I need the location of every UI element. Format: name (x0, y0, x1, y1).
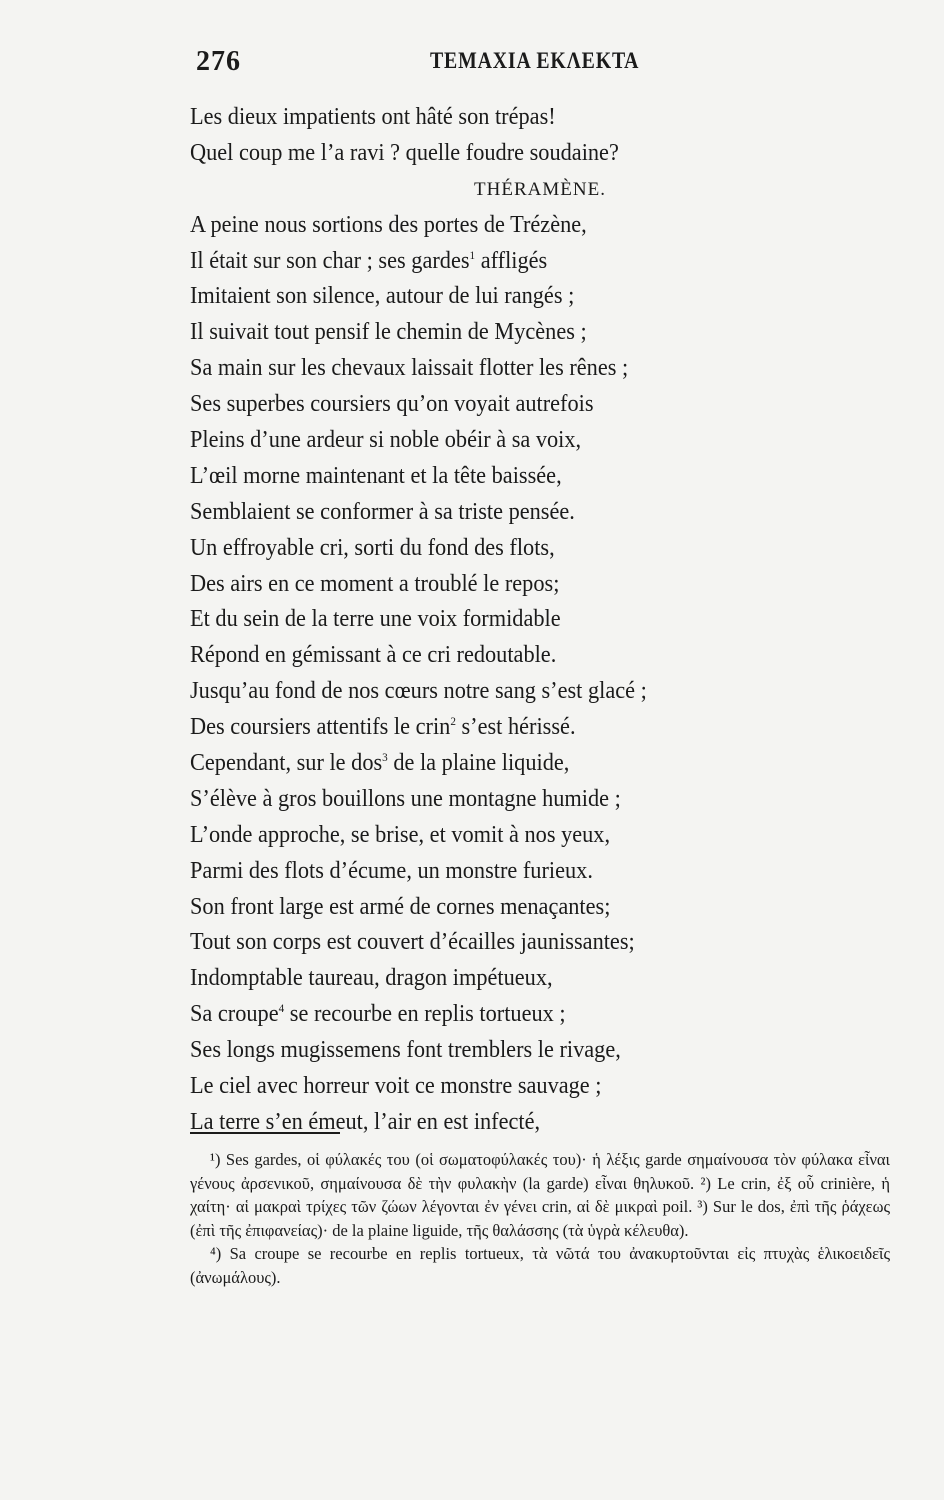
verse-line: L’onde approche, se brise, et vomit à nos yeux, (190, 821, 611, 848)
footnote-block (190, 1148, 890, 1242)
verse-line: S’élève à gros bouillons une montagne humide ; (190, 785, 621, 812)
verse-line: Répond en gémissant à ce cri redoutable. (190, 642, 557, 669)
verse-line: Un effroyable cri, sorti du fond des flots, (190, 534, 555, 561)
verse-line: Indomptable taureau, dragon impétueux, (190, 965, 553, 992)
footnote-2: ²) Le crin, ἐξ οὗ crinière, ἡ χαίτη· αἱ μακραὶ τρίχες τῶν ζώων λέγονται ἐν γένει crin, αἱ δὲ μικραὶ poil. (190, 1173, 890, 1216)
verse-line: Ses longs mugissemens font tremblers le rivage, (190, 1037, 621, 1064)
footnote-separator (190, 1132, 340, 1134)
footnote-4: ⁴) Sa croupe se recourbe en replis tortueux, τὰ νῶτά του ἀνακυρτοῦνται εἰς πτυχὰς ἑλικοειδεῖς (ἀνωμάλους). (190, 1244, 890, 1287)
footnote-marker: 3 (382, 750, 388, 765)
footnote-3: ³) Sur le dos, ἐπὶ τῆς ῥάχεως (ἐπὶ τῆς ἐπιφανείας)· de la plaine liguide, τῆς θαλάσσης (τὰ ὑγρὰ κέλευθα). (190, 1197, 890, 1240)
verse-line: Quel coup me l’a ravi ? quelle foudre soudaine? (190, 139, 619, 166)
footnote-marker: 2 (450, 714, 456, 729)
speaker-name: THÉRAMÈNE. (474, 178, 606, 200)
verse-line: Et du sein de la terre une voix formidable (190, 606, 561, 633)
verse-line: Ses superbes coursiers qu’on voyait autrefois (190, 391, 594, 418)
verse-line: Jusqu’au fond de nos cœurs notre sang s’est glacé ; (190, 678, 647, 705)
footnotes (190, 1148, 890, 1289)
verse-line: Sa main sur les chevaux laissait flotter les rênes ; (190, 355, 629, 382)
running-title: ΤΕΜΑΧΙΑ ΕΚΛΕΚΤΑ (430, 48, 640, 73)
verse-line: Des airs en ce moment a troublé le repos; (190, 570, 560, 597)
verse-line: Les dieux impatients ont hâté son trépas! (190, 104, 556, 130)
page-number: 276 (196, 46, 241, 77)
footnote-marker: 4 (278, 1001, 285, 1016)
verse-line: La terre s’en émeut, l’air en est infecté, (190, 1108, 541, 1135)
verse-line: Sa croupe$^4$ se recourbe en replis tortueux ; (190, 1001, 566, 1028)
verse-line: Son front large est armé de cornes menaçantes; (190, 893, 611, 920)
verse-line: A peine nous sortions des portes de Trézène, (190, 211, 587, 238)
verse-passage (190, 100, 750, 1141)
footnote-1: ¹) Ses gardes, οἱ φύλακές του (οἱ σωματοφύλακές του)· ἡ λέξις garde σημαίνουσα τὸν φύλακα εἶναι γένους ἀρσενικοῦ, σημαίνουσα δὲ τὴν φυλακὴν (la garde) εἶναι θηλυκοῦ. (190, 1150, 890, 1193)
verse-line: Pleins d’une ardeur si noble obéir à sa voix, (190, 427, 582, 454)
verse-line: Cependant, sur le dos$^3$ de la plaine liquide, (190, 750, 570, 777)
verse-line: Il était sur son char ; ses gardes$^1$ affligés (190, 247, 548, 274)
footnote-marker: 1 (469, 247, 476, 262)
verse-line: Semblaient se conformer à sa triste pensée. (190, 498, 575, 525)
verse-line: Parmi des flots d’écume, un monstre furieux. (190, 857, 593, 884)
verse-line: Le ciel avec horreur voit ce monstre sauvage ; (190, 1073, 602, 1100)
verse-line: Tout son corps est couvert d’écailles jaunissantes; (190, 929, 635, 956)
verse-line: Il suivait tout pensif le chemin de Mycènes ; (190, 319, 587, 346)
page-header (196, 46, 716, 76)
verse-line: Imitaient son silence, autour de lui rangés ; (190, 283, 575, 310)
verse-line: Des coursiers attentifs le crin$^2$ s’est hérissé. (190, 714, 576, 741)
verse-line: L’œil morne maintenant et la tête baissée, (190, 462, 562, 489)
